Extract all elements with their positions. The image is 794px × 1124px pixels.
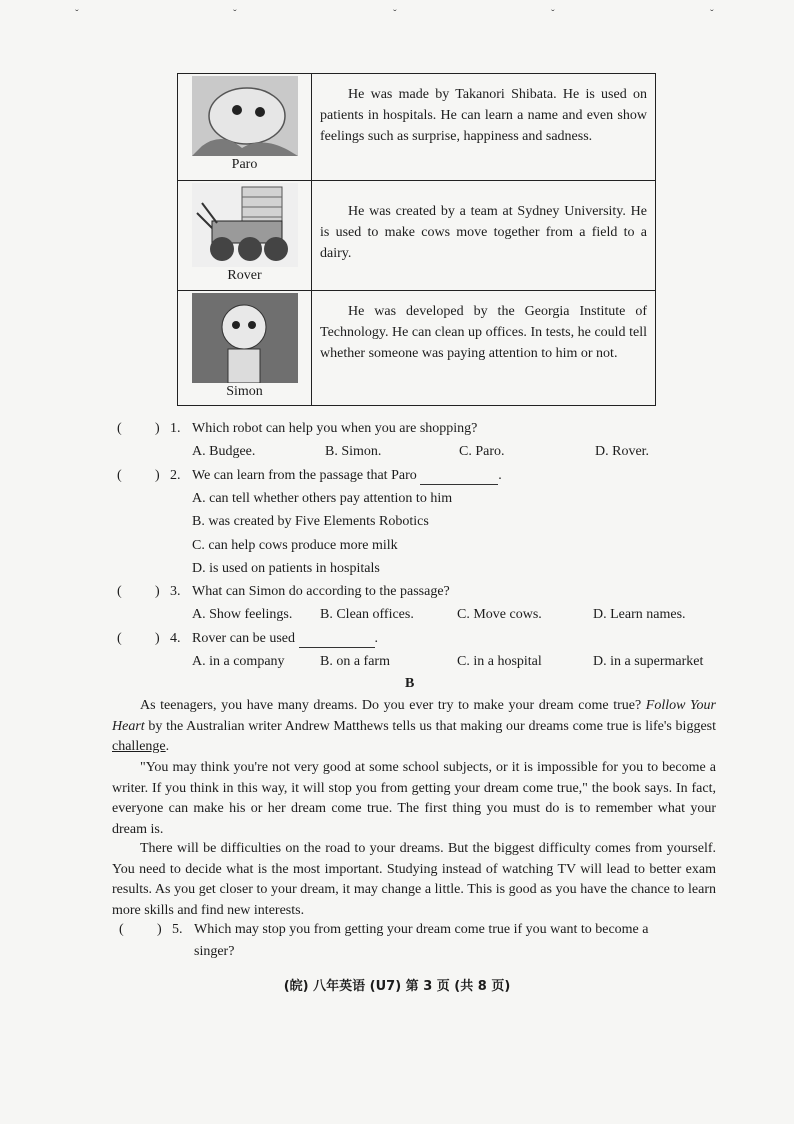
option-c: C. in a hospital <box>457 654 542 669</box>
passage-paragraph-1 <box>112 696 716 758</box>
option-d: D. is used on patients in hospitals <box>192 561 380 576</box>
binding-mark: ˇ <box>393 8 397 20</box>
question-number: 2. <box>170 468 181 483</box>
question-number: 5. <box>172 922 183 937</box>
option-c: C. Paro. <box>459 444 505 459</box>
robot-name: Simon <box>226 384 263 399</box>
robot-name: Paro <box>231 157 258 172</box>
option-b: B. Simon. <box>325 444 382 459</box>
option-d: D. in a supermarket <box>593 654 704 669</box>
option-a: A. in a company <box>192 654 285 669</box>
question-text-line2: singer? <box>194 944 235 959</box>
answer-bracket-open: ( <box>119 922 124 937</box>
binding-mark: ˇ <box>75 8 79 20</box>
option-b: B. on a farm <box>320 654 390 669</box>
robot-row-rover <box>178 181 656 291</box>
question-line <box>192 631 378 648</box>
robot-row-paro <box>178 74 656 181</box>
answer-bracket-close: ) <box>155 631 160 646</box>
question-tail: . <box>498 468 502 483</box>
question-text: Which robot can help you when you are shopping? <box>192 421 478 436</box>
book-title: Follow Your Heart <box>112 698 716 734</box>
option-b: B. was created by Five Elements Robotics <box>192 514 429 529</box>
answer-bracket-open: ( <box>117 468 122 483</box>
answer-bracket-close: ) <box>155 468 160 483</box>
robot-table <box>177 73 656 406</box>
robot-row-simon <box>178 291 656 406</box>
binding-mark: ˇ <box>710 8 714 20</box>
question-line <box>192 468 502 485</box>
robot-description: He was made by Takanori Shibata. He is used on patients in hospitals. He can learn a name and even show feelings such as surprise, happiness and sadness. <box>312 74 656 181</box>
robot-picture-cell <box>178 181 312 291</box>
rover-photo <box>192 183 298 267</box>
question-text: We can learn from the passage that Paro <box>192 468 417 483</box>
question-tail: . <box>374 631 379 646</box>
question-number: 1. <box>170 421 181 436</box>
passage-paragraph-3: There will be difficulties on the road to your dreams. But the biggest difficulty comes from yourself. You need to decide what is the most important. Studying instead of watching TV will lead to better exam results. As you get closer to your dream, it may change a little. This is good as you have the chance to learn more skills and find new interests. <box>112 841 716 918</box>
option-b: B. Clean offices. <box>320 607 414 622</box>
answer-bracket-close: ) <box>155 584 160 599</box>
answer-bracket-open: ( <box>117 631 122 646</box>
question-text: Which may stop you from getting your dream come true if you want to become a <box>194 922 649 937</box>
underlined-word: challenge <box>112 739 166 754</box>
binding-mark: ˇ <box>233 8 237 20</box>
passage-text: As teenagers, you have many dreams. Do you ever try to make your dream come true? <box>140 698 646 713</box>
passage-text: by the Australian writer Andrew Matthews tells us that making our dreams come true is life's biggest <box>144 718 716 734</box>
option-d: D. Rover. <box>595 444 650 459</box>
question-number: 3. <box>170 584 181 599</box>
answer-bracket-close: ) <box>157 922 162 937</box>
option-d: D. Learn names. <box>593 607 686 622</box>
robot-picture-cell <box>178 291 312 406</box>
option-c: C. can help cows produce more milk <box>192 538 398 553</box>
robot-description: He was created by a team at Sydney University. He is used to make cows move together from a field to a dairy. <box>312 181 656 291</box>
answer-blank[interactable] <box>420 468 498 485</box>
answer-blank[interactable] <box>299 631 375 648</box>
passage-text: . <box>165 739 170 754</box>
binding-mark: ˇ <box>551 8 555 20</box>
question-text: What can Simon do according to the passage? <box>192 584 450 599</box>
question-number: 4. <box>170 631 181 646</box>
robot-name: Rover <box>227 268 262 283</box>
option-a: A. can tell whether others pay attention to him <box>192 491 453 506</box>
question-text: Rover can be used <box>192 631 296 646</box>
option-a: A. Budgee. <box>192 444 256 459</box>
option-a: A. Show feelings. <box>192 607 293 622</box>
option-c: C. Move cows. <box>457 607 542 622</box>
passage-paragraph-2: "You may think you're not very good at some school subjects, or it is impossible for you to become a writer. If you think in this way, it will stop you from getting your dream come true," the book says. In fact, everyone can make his or her dream come true. The first thing you must do is to remember what your dream is. <box>112 760 716 837</box>
answer-bracket-open: ( <box>117 421 122 436</box>
section-label: B <box>405 676 415 691</box>
robot-picture-cell <box>178 74 312 181</box>
robot-description: He was developed by the Georgia Institute of Technology. He can clean up offices. In tests, he could tell whether someone was paying attention to him or not. <box>312 291 656 406</box>
simon-photo <box>192 293 298 383</box>
page-footer: (皖) 八年英语 (U7) 第 3 页 (共 8 页) <box>283 979 511 994</box>
paro-photo <box>192 76 298 156</box>
answer-bracket-close: ) <box>155 421 160 436</box>
answer-bracket-open: ( <box>117 584 122 599</box>
